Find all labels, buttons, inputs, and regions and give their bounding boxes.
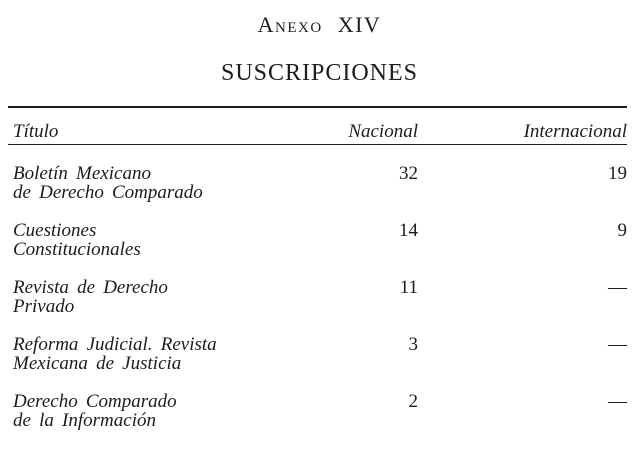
column-header-titulo: Título: [8, 107, 348, 145]
table-header-row: [8, 107, 627, 145]
title-cell: [8, 316, 348, 373]
nacional-cell: 32: [399, 163, 418, 184]
internacional-cell: —: [608, 334, 627, 355]
column-header-nacional: Nacional: [348, 107, 418, 145]
nacional-cell: 3: [408, 334, 418, 355]
title-line-2: de la Información: [13, 410, 156, 431]
title-line-1: Revista de Derecho: [13, 277, 168, 298]
subscriptions-table: [8, 106, 627, 430]
table-row: [8, 259, 627, 316]
title-line-2: de Derecho Comparado: [13, 182, 203, 203]
nacional-cell: 2: [408, 391, 418, 412]
nacional-cell: 11: [399, 277, 418, 298]
internacional-cell: 19: [608, 163, 627, 184]
table-row: [8, 373, 627, 430]
column-header-internacional: Internacional: [418, 107, 627, 145]
internacional-cell: 9: [617, 220, 627, 241]
internacional-cell: —: [608, 391, 627, 412]
title-cell: [8, 145, 348, 203]
title-line-1: Reforma Judicial. Revista: [13, 334, 217, 355]
table-row: [8, 145, 627, 203]
nacional-cell: 14: [399, 220, 418, 241]
title-line-1: Cuestiones: [13, 220, 97, 241]
title-line-2: Mexicana de Justicia: [13, 353, 182, 374]
subscriptions-table-container: [8, 106, 627, 430]
title-cell: [8, 202, 348, 259]
title-line-2: Constitucionales: [13, 239, 141, 260]
table-row: [8, 316, 627, 373]
internacional-cell: —: [608, 277, 627, 298]
title-line-1: Derecho Comparado: [13, 391, 177, 412]
title-line-2: Privado: [13, 296, 75, 317]
section-heading: SUSCRIPCIONES: [220, 60, 419, 86]
title-line-1: Boletín Mexicano: [13, 163, 151, 184]
title-cell: [8, 373, 348, 430]
title-cell: [8, 259, 348, 316]
annex-heading: Anexo XIV: [257, 12, 382, 37]
table-row: [8, 202, 627, 259]
